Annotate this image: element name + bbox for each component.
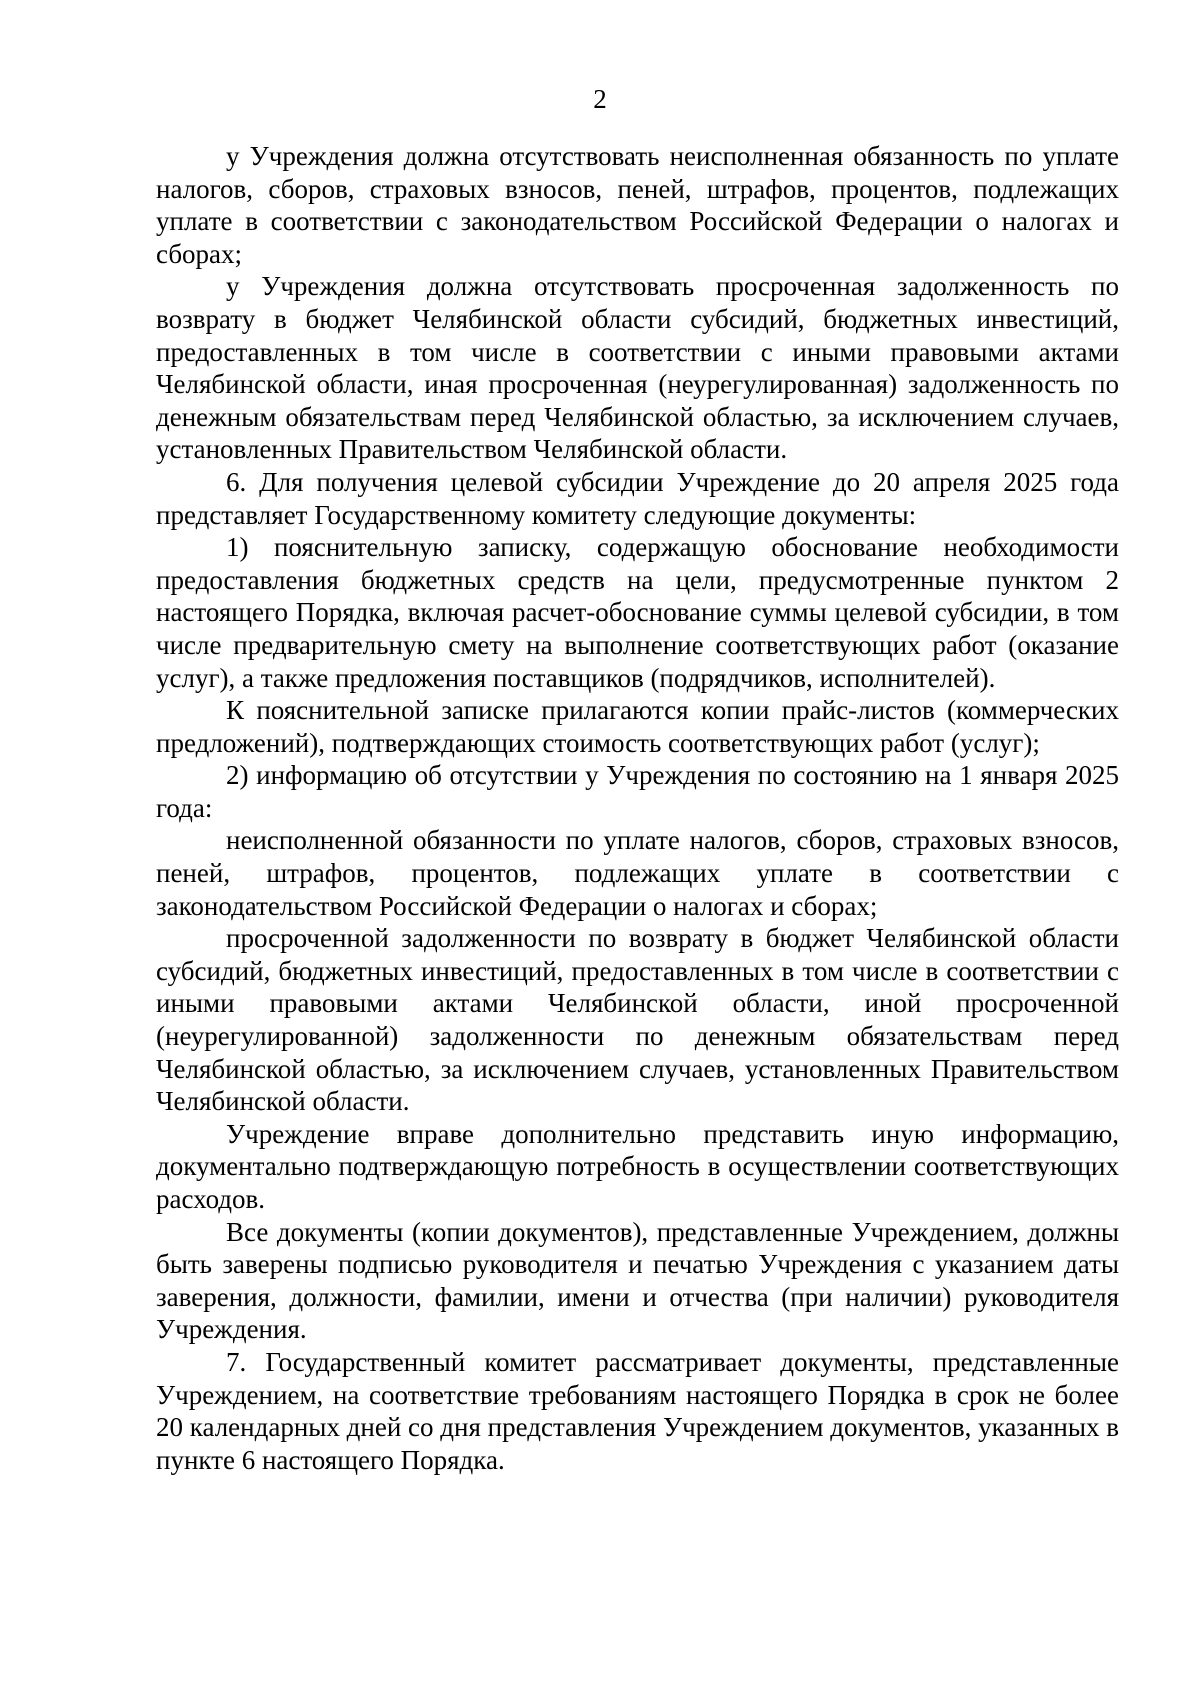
paragraph-item-7: 7. Государственный комитет рассматривает документы, представленные Учреждением, на соответствие требованиям настоящего Порядка в срок не более 20 календарных дней со дня представления Учреждением документов, указанных в пункте 6 настоящего Порядка.	[156, 1346, 1119, 1475]
paragraph-overdue-debt-info: просроченной задолженности по возврату в бюджет Челябинской области субсидий, бюджетных инвестиций, предоставленных в том числе в соответствии с иными правовыми актами Челябинской области, иной просроченной (неурегулированной) задолженности по денежным обязательствам перед Челябинской областью, за исключением случаев, установленных Правительством Челябинской области.	[156, 923, 1119, 1117]
paragraph-tax-obligation: у Учреждения должна отсутствовать неисполненная обязанность по уплате налогов, сборов, страховых взносов, пеней, штрафов, процентов, подлежащих уплате в соответствии с законодательством Российской Федерации о налогах и сборах;	[156, 141, 1119, 269]
paragraph-overdue-debt: у Учреждения должна отсутствовать просроченная задолженность по возврату в бюджет Челябинской области субсидий, бюджетных инвестиций, предоставленных в том числе в соответствии с иными правовыми актами Челябинской области, иная просроченная (неурегулированная) задолженность по денежным обязательствам перед Челябинской областью, за исключением случаев, установленных Правительством Челябинской области.	[156, 271, 1119, 465]
page-number: 2	[593, 84, 607, 114]
paragraph-item-6: 6. Для получения целевой субсидии Учреждение до 20 апреля 2025 года представляет Государственному комитету следующие документы:	[156, 466, 1119, 530]
paragraph-price-lists: К пояснительной записке прилагаются копии прайс-листов (коммерческих предложений), подтверждающих стоимость соответствующих работ (услуг);	[156, 695, 1119, 758]
paragraph-unfulfilled-obligation: неисполненной обязанности по уплате налогов, сборов, страховых взносов, пеней, штрафов, процентов, подлежащих уплате в соответствии с законодательством Российской Федерации о налогах и сборах;	[156, 825, 1119, 921]
paragraph-certification: Все документы (копии документов), представленные Учреждением, должны быть заверены подписью руководителя и печатью Учреждения с указанием даты заверения, должности, фамилии, имени и отчества (при наличии) руководителя Учреждения.	[156, 1216, 1119, 1345]
paragraph-absence-info: 2) информацию об отсутствии у Учреждения по состоянию на 1 января 2025 года:	[156, 760, 1119, 823]
document-body	[156, 140, 1119, 1476]
paragraph-explanatory-note: 1) пояснительную записку, содержащую обоснование необходимости предоставления бюджетных средств на цели, предусмотренные пунктом 2 настоящего Порядка, включая расчет-обоснование суммы целевой субсидии, в том числе предварительную смету на выполнение соответствующих работ (оказание услуг), а также предложения поставщиков (подрядчиков, исполнителей).	[156, 532, 1119, 693]
paragraph-additional-info: Учреждение вправе дополнительно представить иную информацию, документально подтверждающую потребность в осуществлении соответствующих расходов.	[156, 1118, 1119, 1214]
